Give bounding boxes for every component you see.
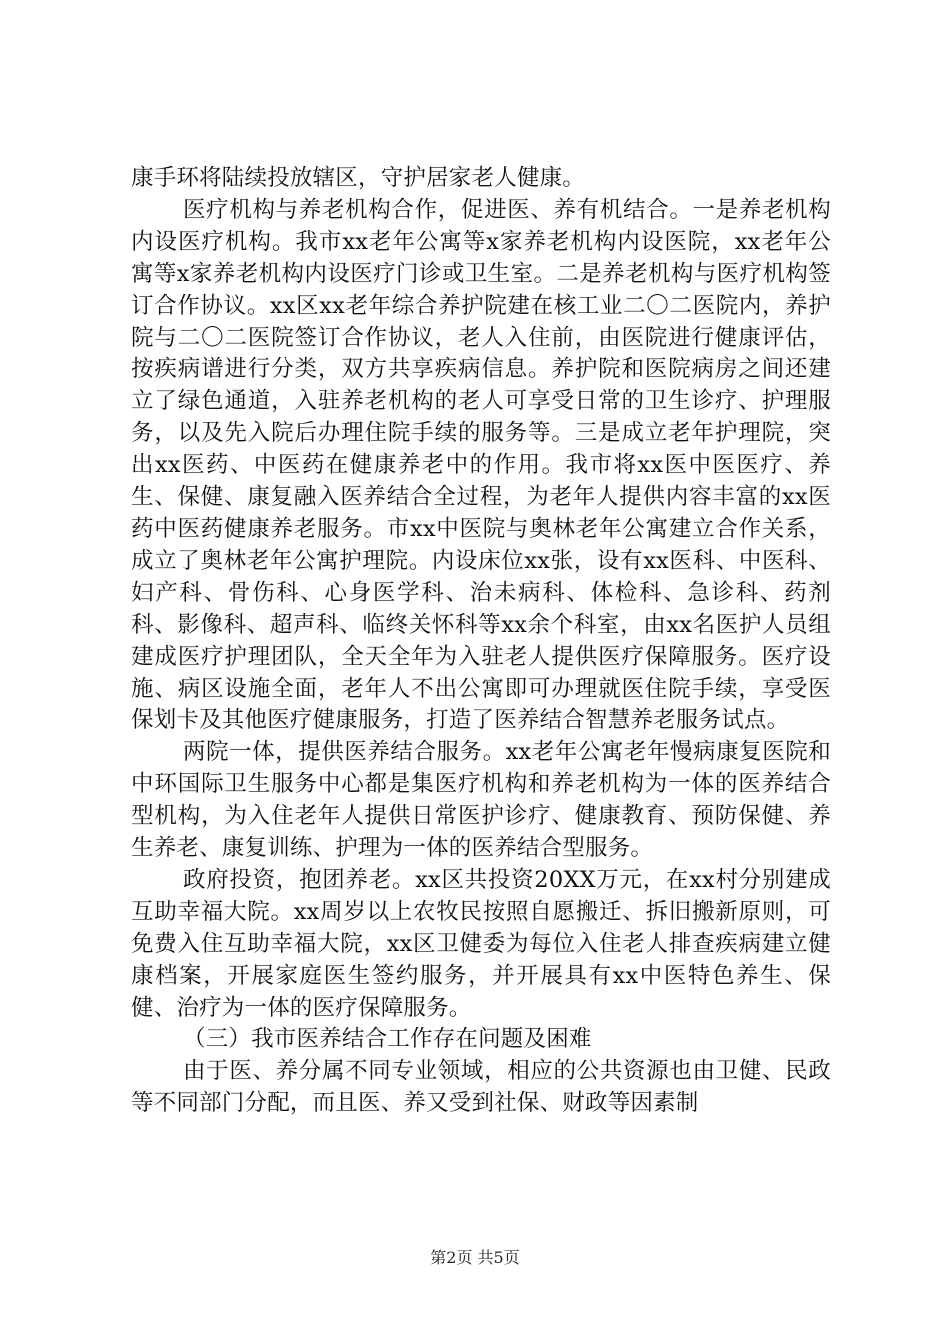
section-heading-problems: （三）我市医养结合工作存在问题及困难 bbox=[183, 1026, 592, 1053]
paragraph-continuation: 康手环将陆续投放辖区，守护居家老人健康。 bbox=[131, 165, 586, 191]
paragraph-two-institutions: 两院一体，提供医养结合服务。xx老年公寓老年慢病康复医院和中环国际卫生服务中心都是集医疗机构和养老机构为一体的医养结合型机构，为入住老年人提供日常医护诊疗、健康教育、预防保健、养生养老、康复训练、护理为一体的医养结合型服务。 bbox=[131, 739, 831, 862]
paragraph-medical-elderly-cooperation: 医疗机构与养老机构合作，促进医、养有机结合。一是养老机构内设医疗机构。我市xx老年公寓等x家养老机构内设医院，xx老年公寓等x家养老机构内设医疗门诊或卫生室。二是养老机构与医疗机构签订合作协议。xx区xx老年综合养护院建在核工业二〇二医院内，养护院与二〇二医院签订合作协议，老人入住前，由医院进行健康评估，按疾病谱进行分类，双方共享疾病信息。养护院和医院病房之间还建立了绿色通道，入驻养老机构的老人可享受日常的卫生诊疗、护理服务，以及先入院后办理住院手续的服务等。三是成立老年护理院，突出xx医药、中医药在健康养老中的作用。我市将xx医中医医疗、养生、保健、康复融入医养结合全过程，为老年人提供内容丰富的xx医药中医药健康养老服务。市xx中医院与奥林老年公寓建立合作关系，成立了奥林老年公寓护理院。内设床位xx张，设有xx医科、中医科、妇产科、骨伤科、心身医学科、治未病科、体检科、急诊科、药剂科、影像科、超声科、临终关怀科等xx余个科室，由xx名医护人员组建成医疗护理团队，全天全年为入驻老人提供医疗保障服务。医疗设施、病区设施全面，老年人不出公寓即可办理就医住院手续，享受医保划卡及其他医疗健康服务，打造了医养结合智慧养老服务试点。 bbox=[131, 196, 831, 734]
paragraph-government-investment: 政府投资，抱团养老。xx区共投资20XX万元，在xx村分别建成互助幸福大院。xx周岁以上农牧民按照自愿搬迁、拆旧搬新原则，可免费入住互助幸福大院，xx区卫健委为每位入住老人排查疾病建立健康档案，开展家庭医生签约服务，并开展具有xx中医特色养生、保健、治疗为一体的医疗保障服务。 bbox=[131, 866, 831, 1021]
paragraph-problems: 由于医、养分属不同专业领域，相应的公共资源也由卫健、民政等不同部门分配，而且医、养又受到社保、财政等因素制 bbox=[131, 1058, 831, 1117]
document-body bbox=[131, 163, 831, 1120]
page-number-footer: 第2页 共5页 bbox=[430, 1248, 520, 1267]
